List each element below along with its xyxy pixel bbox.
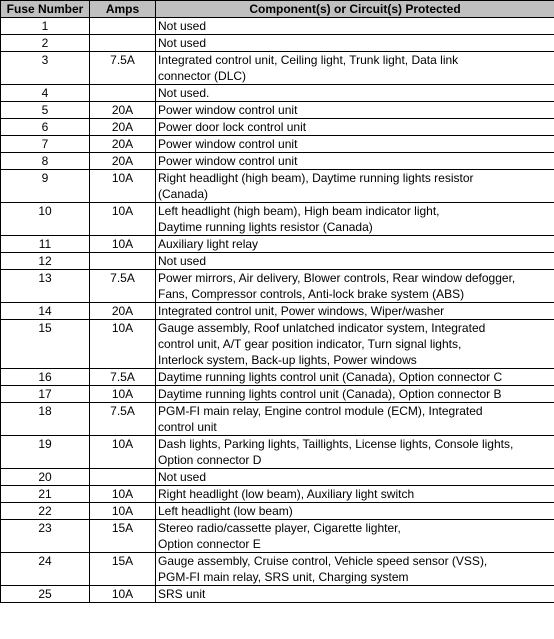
table-row [1,35,554,52]
fuse-number-cell: 24 [1,553,90,586]
fuse-number-cell: 1 [1,18,90,35]
fuse-number-cell: 23 [1,520,90,553]
component-cell: Dash lights, Parking lights, Taillights, License lights, Console lights, Option connector D [156,436,554,469]
table-row [1,469,554,486]
component-cell: Left headlight (low beam) [156,503,554,520]
table-row [1,369,554,386]
table-row [1,85,554,102]
amps-cell: 20A [90,102,156,119]
amps-cell [90,253,156,270]
component-cell: Not used [156,35,554,52]
amps-cell: 15A [90,553,156,586]
fuse-number-cell: 6 [1,119,90,136]
table-row [1,270,554,303]
component-cell: Right headlight (high beam), Daytime running lights resistor (Canada) [156,170,554,203]
fuse-number-cell: 8 [1,153,90,170]
amps-cell: 10A [90,170,156,203]
component-cell: Power window control unit [156,136,554,153]
amps-cell: 7.5A [90,403,156,436]
fuse-number-cell: 12 [1,253,90,270]
component-cell: Stereo radio/cassette player, Cigarette lighter, Option connector E [156,520,554,553]
amps-cell: 10A [90,203,156,236]
amps-cell: 20A [90,119,156,136]
table-row [1,553,554,586]
amps-cell: 7.5A [90,270,156,303]
amps-cell: 10A [90,586,156,603]
component-cell: Daytime running lights control unit (Canada), Option connector B [156,386,554,403]
table-row [1,386,554,403]
amps-cell [90,35,156,52]
component-cell: Not used [156,253,554,270]
fuse-number-cell: 9 [1,170,90,203]
fuse-number-cell: 14 [1,303,90,320]
fuse-number-cell: 10 [1,203,90,236]
table-row [1,119,554,136]
fuse-number-cell: 16 [1,369,90,386]
table-row [1,320,554,369]
table-row [1,253,554,270]
table-row [1,520,554,553]
component-cell: Power window control unit [156,102,554,119]
table-header [1,1,554,18]
fuse-number-cell: 5 [1,102,90,119]
table-row [1,153,554,170]
component-cell: Right headlight (low beam), Auxiliary light switch [156,486,554,503]
component-cell: Left headlight (high beam), High beam indicator light, Daytime running lights resistor (Canada) [156,203,554,236]
amps-cell: 20A [90,303,156,320]
table-row [1,18,554,35]
table-row [1,136,554,153]
fuse-number-cell: 18 [1,403,90,436]
amps-cell: 10A [90,236,156,253]
table-row [1,403,554,436]
component-cell: Not used. [156,85,554,102]
fuse-number-cell: 13 [1,270,90,303]
table-row [1,303,554,320]
table-row [1,503,554,520]
amps-cell: 10A [90,320,156,369]
fuse-number-cell: 11 [1,236,90,253]
component-cell: Power window control unit [156,153,554,170]
fuse-number-cell: 17 [1,386,90,403]
component-cell: Integrated control unit, Ceiling light, Trunk light, Data link connector (DLC) [156,52,554,85]
component-cell: PGM-FI main relay, Engine control module (ECM), Integrated control unit [156,403,554,436]
header-row [1,1,554,18]
header-amps: Amps [90,1,156,18]
fuse-number-cell: 22 [1,503,90,520]
component-cell: SRS unit [156,586,554,603]
component-cell: Not used [156,18,554,35]
amps-cell [90,18,156,35]
amps-cell: 10A [90,503,156,520]
component-cell: Power mirrors, Air delivery, Blower controls, Rear window defogger, Fans, Compressor controls, Anti-lock brake system (ABS) [156,270,554,303]
table-row [1,102,554,119]
fuse-number-cell: 21 [1,486,90,503]
amps-cell: 20A [90,153,156,170]
amps-cell: 15A [90,520,156,553]
amps-cell: 10A [90,436,156,469]
component-cell: Auxiliary light relay [156,236,554,253]
fuse-number-cell: 15 [1,320,90,369]
fuse-number-cell: 19 [1,436,90,469]
amps-cell: 7.5A [90,369,156,386]
fuse-number-cell: 7 [1,136,90,153]
fuse-number-cell: 3 [1,52,90,85]
amps-cell [90,85,156,102]
header-fuse-number: Fuse Number [1,1,90,18]
amps-cell: 10A [90,486,156,503]
table-row [1,170,554,203]
fuse-number-cell: 2 [1,35,90,52]
component-cell: Daytime running lights control unit (Canada), Option connector C [156,369,554,386]
fuse-number-cell: 20 [1,469,90,486]
amps-cell: 7.5A [90,52,156,85]
table-row [1,236,554,253]
table-body [1,18,554,603]
component-cell: Integrated control unit, Power windows, Wiper/washer [156,303,554,320]
component-cell: Gauge assembly, Roof unlatched indicator system, Integrated control unit, A/T gear position indicator, Turn signal lights, Interlock system, Back-up lights, Power windows [156,320,554,369]
table-row [1,203,554,236]
fuse-number-cell: 4 [1,85,90,102]
fuse-number-cell: 25 [1,586,90,603]
table-row [1,586,554,603]
table-row [1,52,554,85]
amps-cell: 20A [90,136,156,153]
table-row [1,436,554,469]
amps-cell [90,469,156,486]
component-cell: Power door lock control unit [156,119,554,136]
header-component: Component(s) or Circuit(s) Protected [156,1,554,18]
table-row [1,486,554,503]
component-cell: Not used [156,469,554,486]
component-cell: Gauge assembly, Cruise control, Vehicle speed sensor (VSS), PGM-FI main relay, SRS unit, Charging system [156,553,554,586]
amps-cell: 10A [90,386,156,403]
